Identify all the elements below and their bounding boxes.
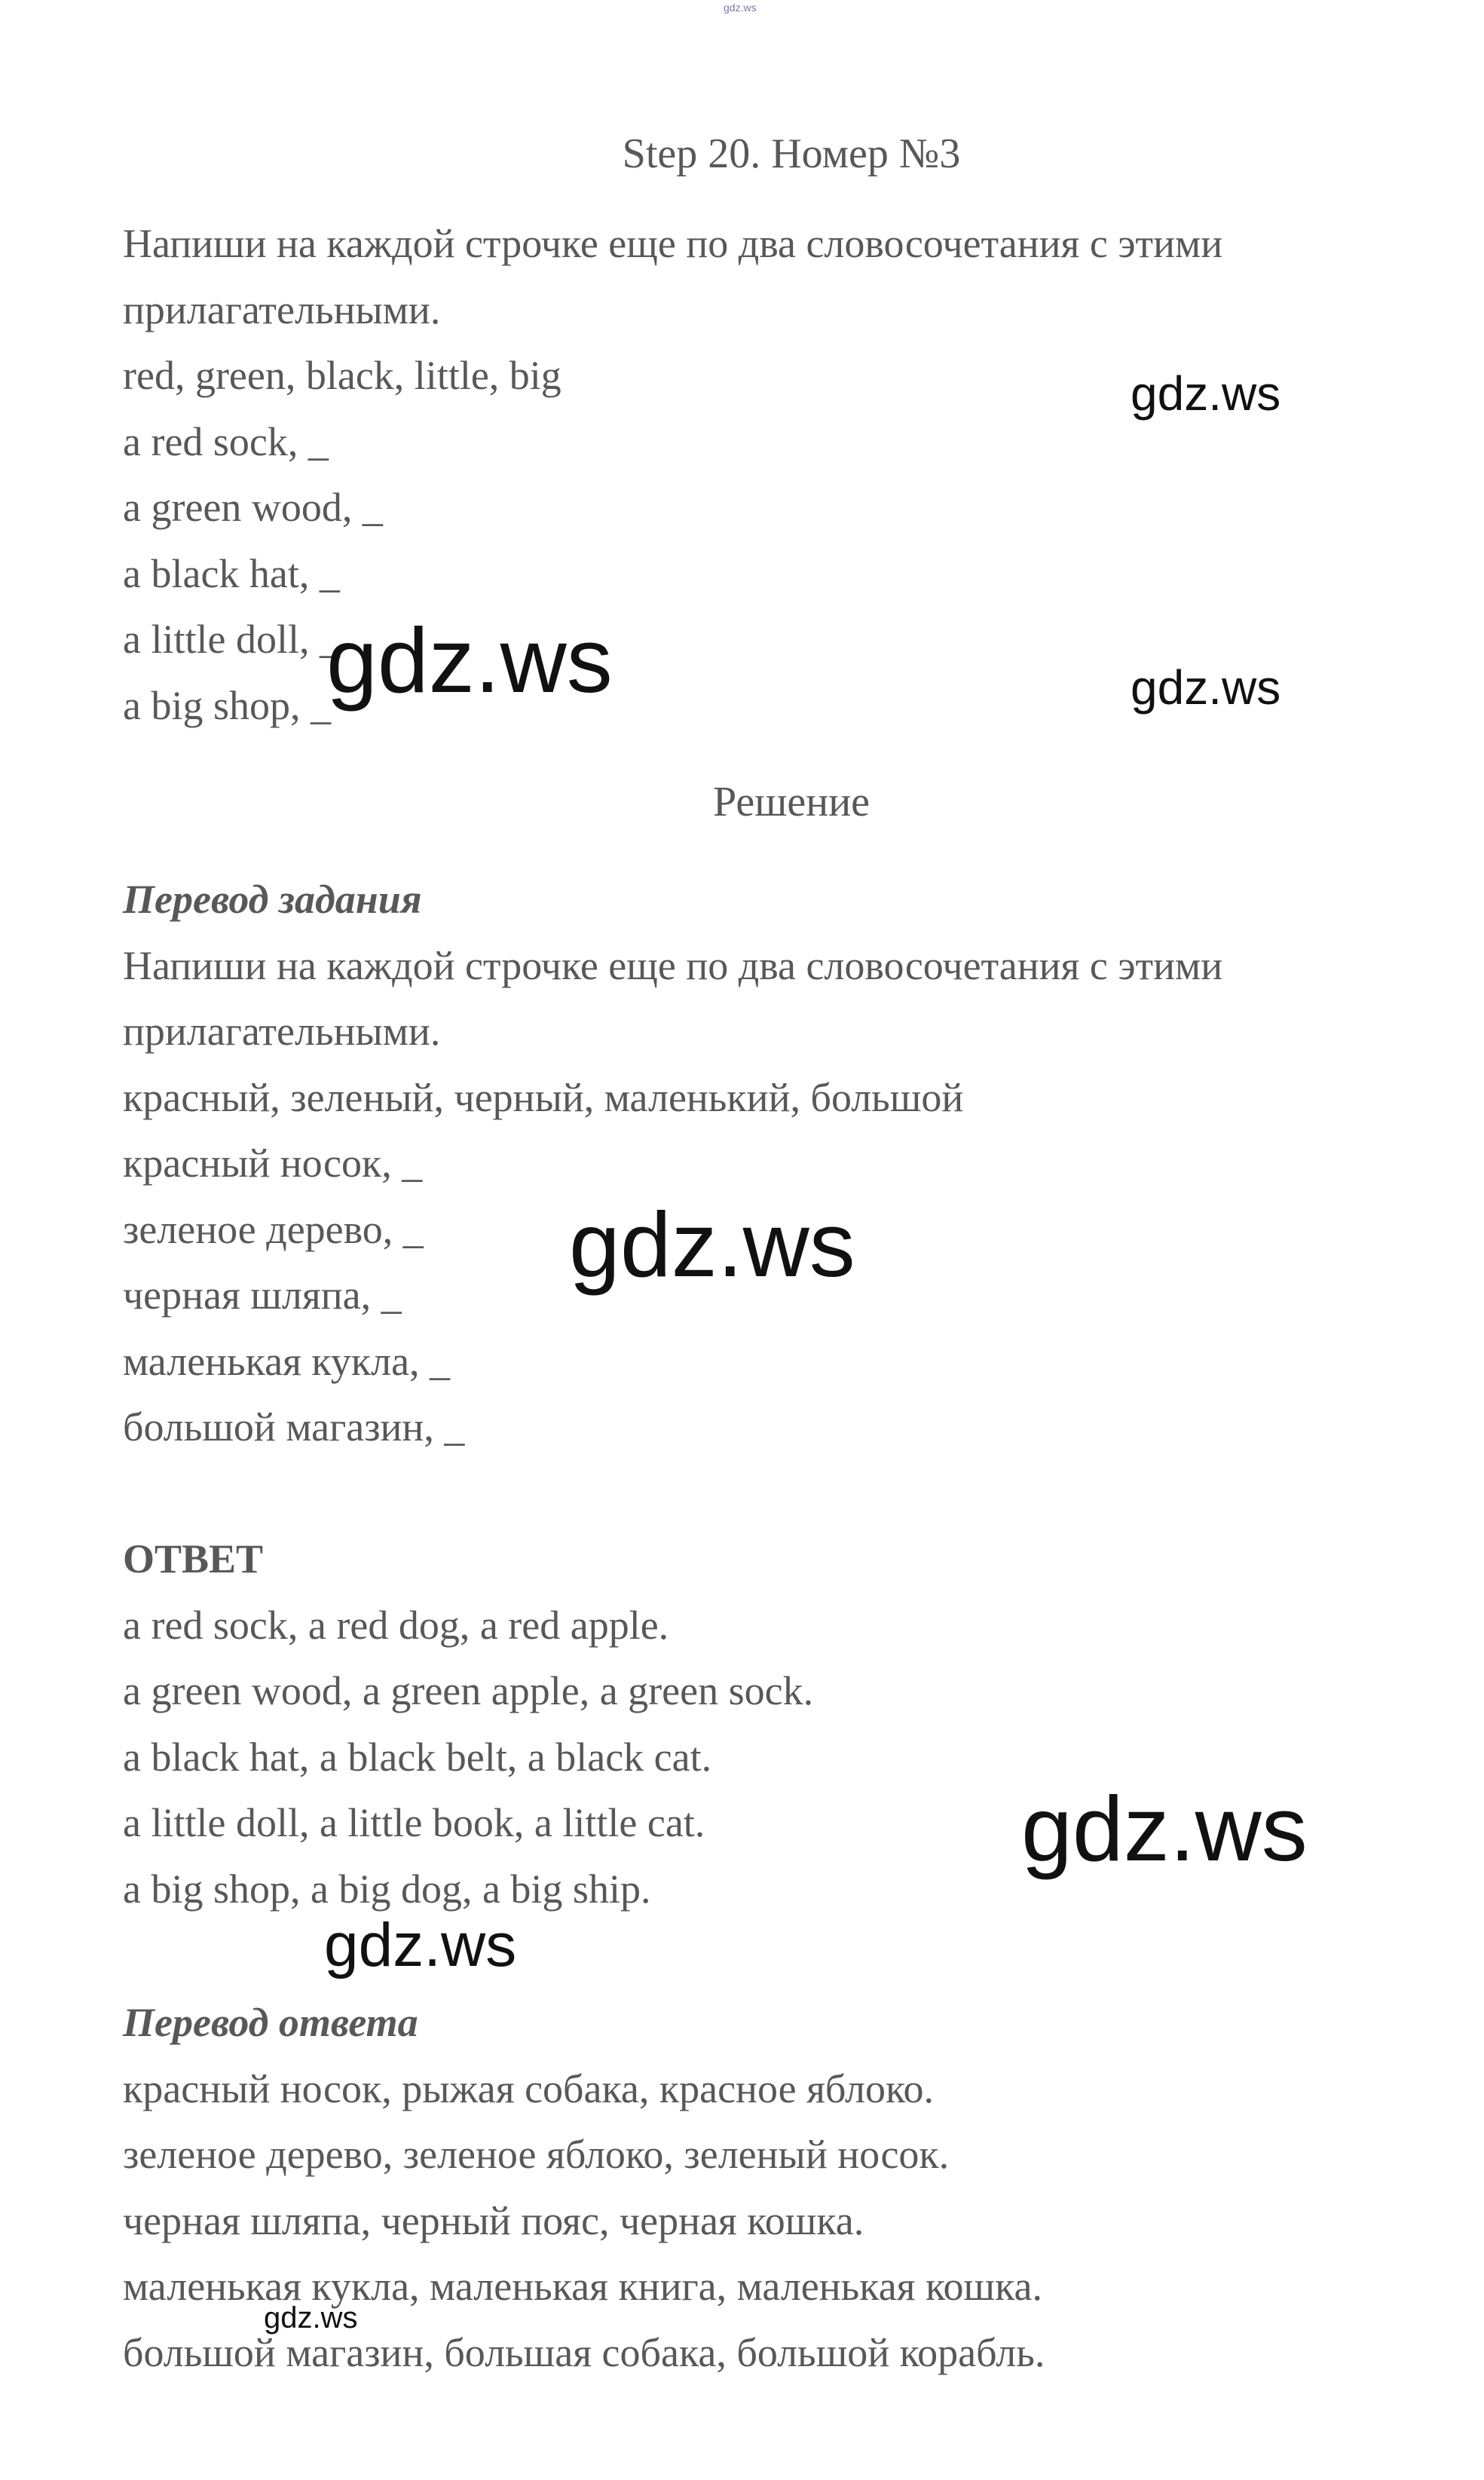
answer-line: a little doll, a little book, a little cat. (123, 1800, 705, 1845)
translation-line: зеленое дерево, _ (123, 1206, 424, 1252)
watermark: gdz.ws (1021, 1777, 1308, 1880)
answer-line: a green wood, a green apple, a green sock. (123, 1668, 814, 1713)
answer-translation-line: красный носок, рыжая собака, красное яблоко. (123, 2065, 934, 2111)
answer-translation-line: черная шляпа, черный пояс, черная кошка. (123, 2197, 864, 2243)
translation-line: прилагательными. (123, 1009, 441, 1054)
watermark: gdz.ws (1131, 660, 1281, 715)
task-line: a black hat, _ (123, 550, 340, 596)
answer-translation-line: маленькая кукла, маленькая книга, маленькая кошка. (123, 2264, 1042, 2309)
task-line: Напиши на каждой строчке еще по два словосочетания с этими (123, 221, 1223, 266)
task-line: a red sock, _ (123, 418, 329, 464)
watermark: gdz.ws (324, 1911, 517, 1979)
translation-line: Напиши на каждой строчке еще по два словосочетания с этими (123, 942, 1223, 988)
translation-line: черная шляпа, _ (123, 1272, 402, 1318)
translation-line: красный, зеленый, черный, маленький, большой (123, 1074, 964, 1120)
task-line: a little doll, _ (123, 617, 340, 662)
answer-line: a big shop, a big dog, a big ship. (123, 1866, 651, 1912)
watermark: gdz.ws (264, 2301, 358, 2335)
task-line: red, green, black, little, big (123, 353, 561, 398)
solution-title: Решение (712, 779, 871, 825)
answer-line: a red sock, a red dog, a red apple. (123, 1602, 669, 1648)
task-line: a big shop, _ (123, 682, 331, 728)
task-line: a green wood, _ (123, 485, 383, 530)
answer-translation-line: зеленое дерево, зеленое яблоко, зеленый носок. (123, 2132, 950, 2177)
answer-line: a black hat, a black belt, a black cat. (123, 1734, 712, 1780)
page-title: Step 20. Номер №3 (622, 130, 961, 177)
translation-line: большой магазин, _ (123, 1404, 465, 1450)
translation-heading: Перевод задания (123, 877, 422, 922)
watermark: gdz.ws (1131, 366, 1281, 421)
top-watermark: gdz.ws (724, 2, 757, 14)
answer-heading: ОТВЕТ (123, 1536, 264, 1581)
answer-translation-heading: Перевод ответа (123, 2000, 418, 2045)
translation-block (123, 867, 1404, 1461)
watermark: gdz.ws (326, 609, 613, 712)
task-block (123, 211, 1404, 739)
task-line: прилагательными. (123, 286, 441, 332)
translation-line: красный носок, _ (123, 1140, 423, 1186)
translation-line: маленькая кукла, _ (123, 1338, 451, 1384)
answer-translation-line: большой магазин, большая собака, большой корабль. (123, 2329, 1045, 2375)
watermark: gdz.ws (569, 1193, 855, 1296)
